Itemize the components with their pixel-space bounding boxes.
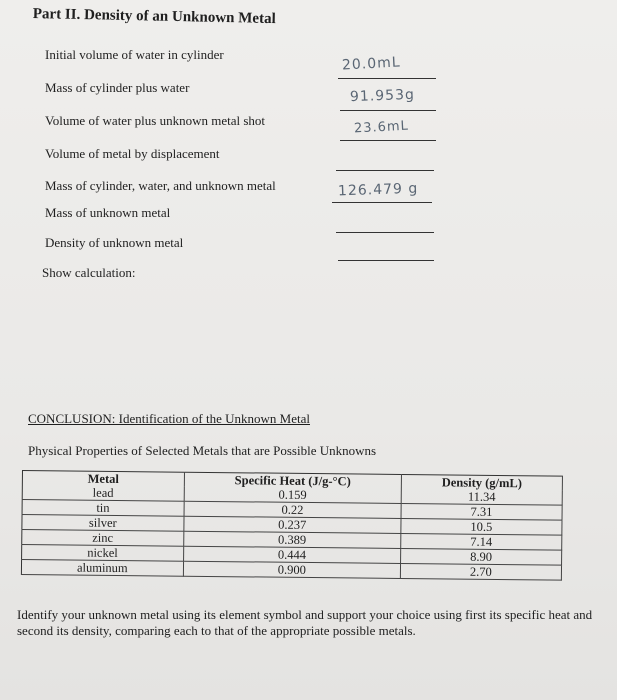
cell-metal: zinc (22, 530, 184, 547)
cell-density: 7.31 (401, 503, 562, 520)
handwritten-volume-water-metal: 23.6mL (353, 118, 410, 137)
cell-metal: silver (22, 515, 184, 532)
question-volume-displacement: Volume of metal by displacement (45, 146, 220, 161)
cell-specific-heat: 0.237 (184, 516, 401, 533)
question-mass-cylinder-water: Mass of cylinder plus water (45, 80, 190, 95)
cell-specific-heat: 0.444 (183, 546, 400, 563)
cell-density: 7.14 (401, 533, 562, 550)
cell-specific-heat: 0.22 (184, 501, 401, 518)
answer-line-mass-metal[interactable] (336, 212, 434, 233)
cell-specific-heat: 0.159 (184, 487, 401, 504)
identify-instructions: Identify your unknown metal using its element symbol and support your choice using first its specific heat and second its density, comparing each to that of the appropriate possible metals. (17, 607, 593, 638)
cell-metal: aluminum (21, 560, 183, 577)
question-initial-volume: Initial volume of water in cylinder (45, 47, 224, 62)
cell-metal: lead (22, 485, 184, 501)
header-metal: Metal (22, 471, 184, 487)
question-mass-cylinder-water-metal: Mass of cylinder, water, and unknown metal (45, 178, 276, 193)
header-specific-heat: Specific Heat (J/g-°C) (184, 472, 401, 489)
metals-table (21, 470, 563, 581)
answer-line-volume-displacement[interactable] (336, 150, 434, 171)
cell-metal: nickel (22, 545, 184, 562)
question-density: Density of unknown metal (45, 235, 184, 250)
handwritten-initial-volume: 20.0mL (341, 54, 401, 74)
header-density: Density (g/mL) (401, 474, 562, 490)
cell-density: 11.34 (401, 489, 562, 505)
part-title: Part II. Density of an Unknown Metal (32, 6, 276, 28)
handwritten-mass-cylinder-water-metal: 126.479 g (337, 180, 419, 200)
question-mass-metal: Mass of unknown metal (45, 205, 171, 220)
cell-density: 8.90 (400, 548, 561, 565)
cell-specific-heat: 0.389 (183, 531, 400, 548)
conclusion-heading: CONCLUSION: Identification of the Unknown Metal (28, 411, 310, 426)
cell-density: 2.70 (400, 563, 561, 580)
show-calculation-label: Show calculation: (42, 265, 136, 280)
answer-line-density[interactable] (338, 240, 434, 261)
handwritten-mass-cylinder-water: 91.953g (349, 86, 416, 106)
cell-density: 10.5 (401, 518, 562, 535)
cell-metal: tin (22, 500, 184, 517)
properties-heading: Physical Properties of Selected Metals that are Possible Unknowns (28, 443, 377, 458)
question-volume-water-metal: Volume of water plus unknown metal shot (45, 113, 266, 128)
cell-specific-heat: 0.900 (183, 561, 400, 578)
